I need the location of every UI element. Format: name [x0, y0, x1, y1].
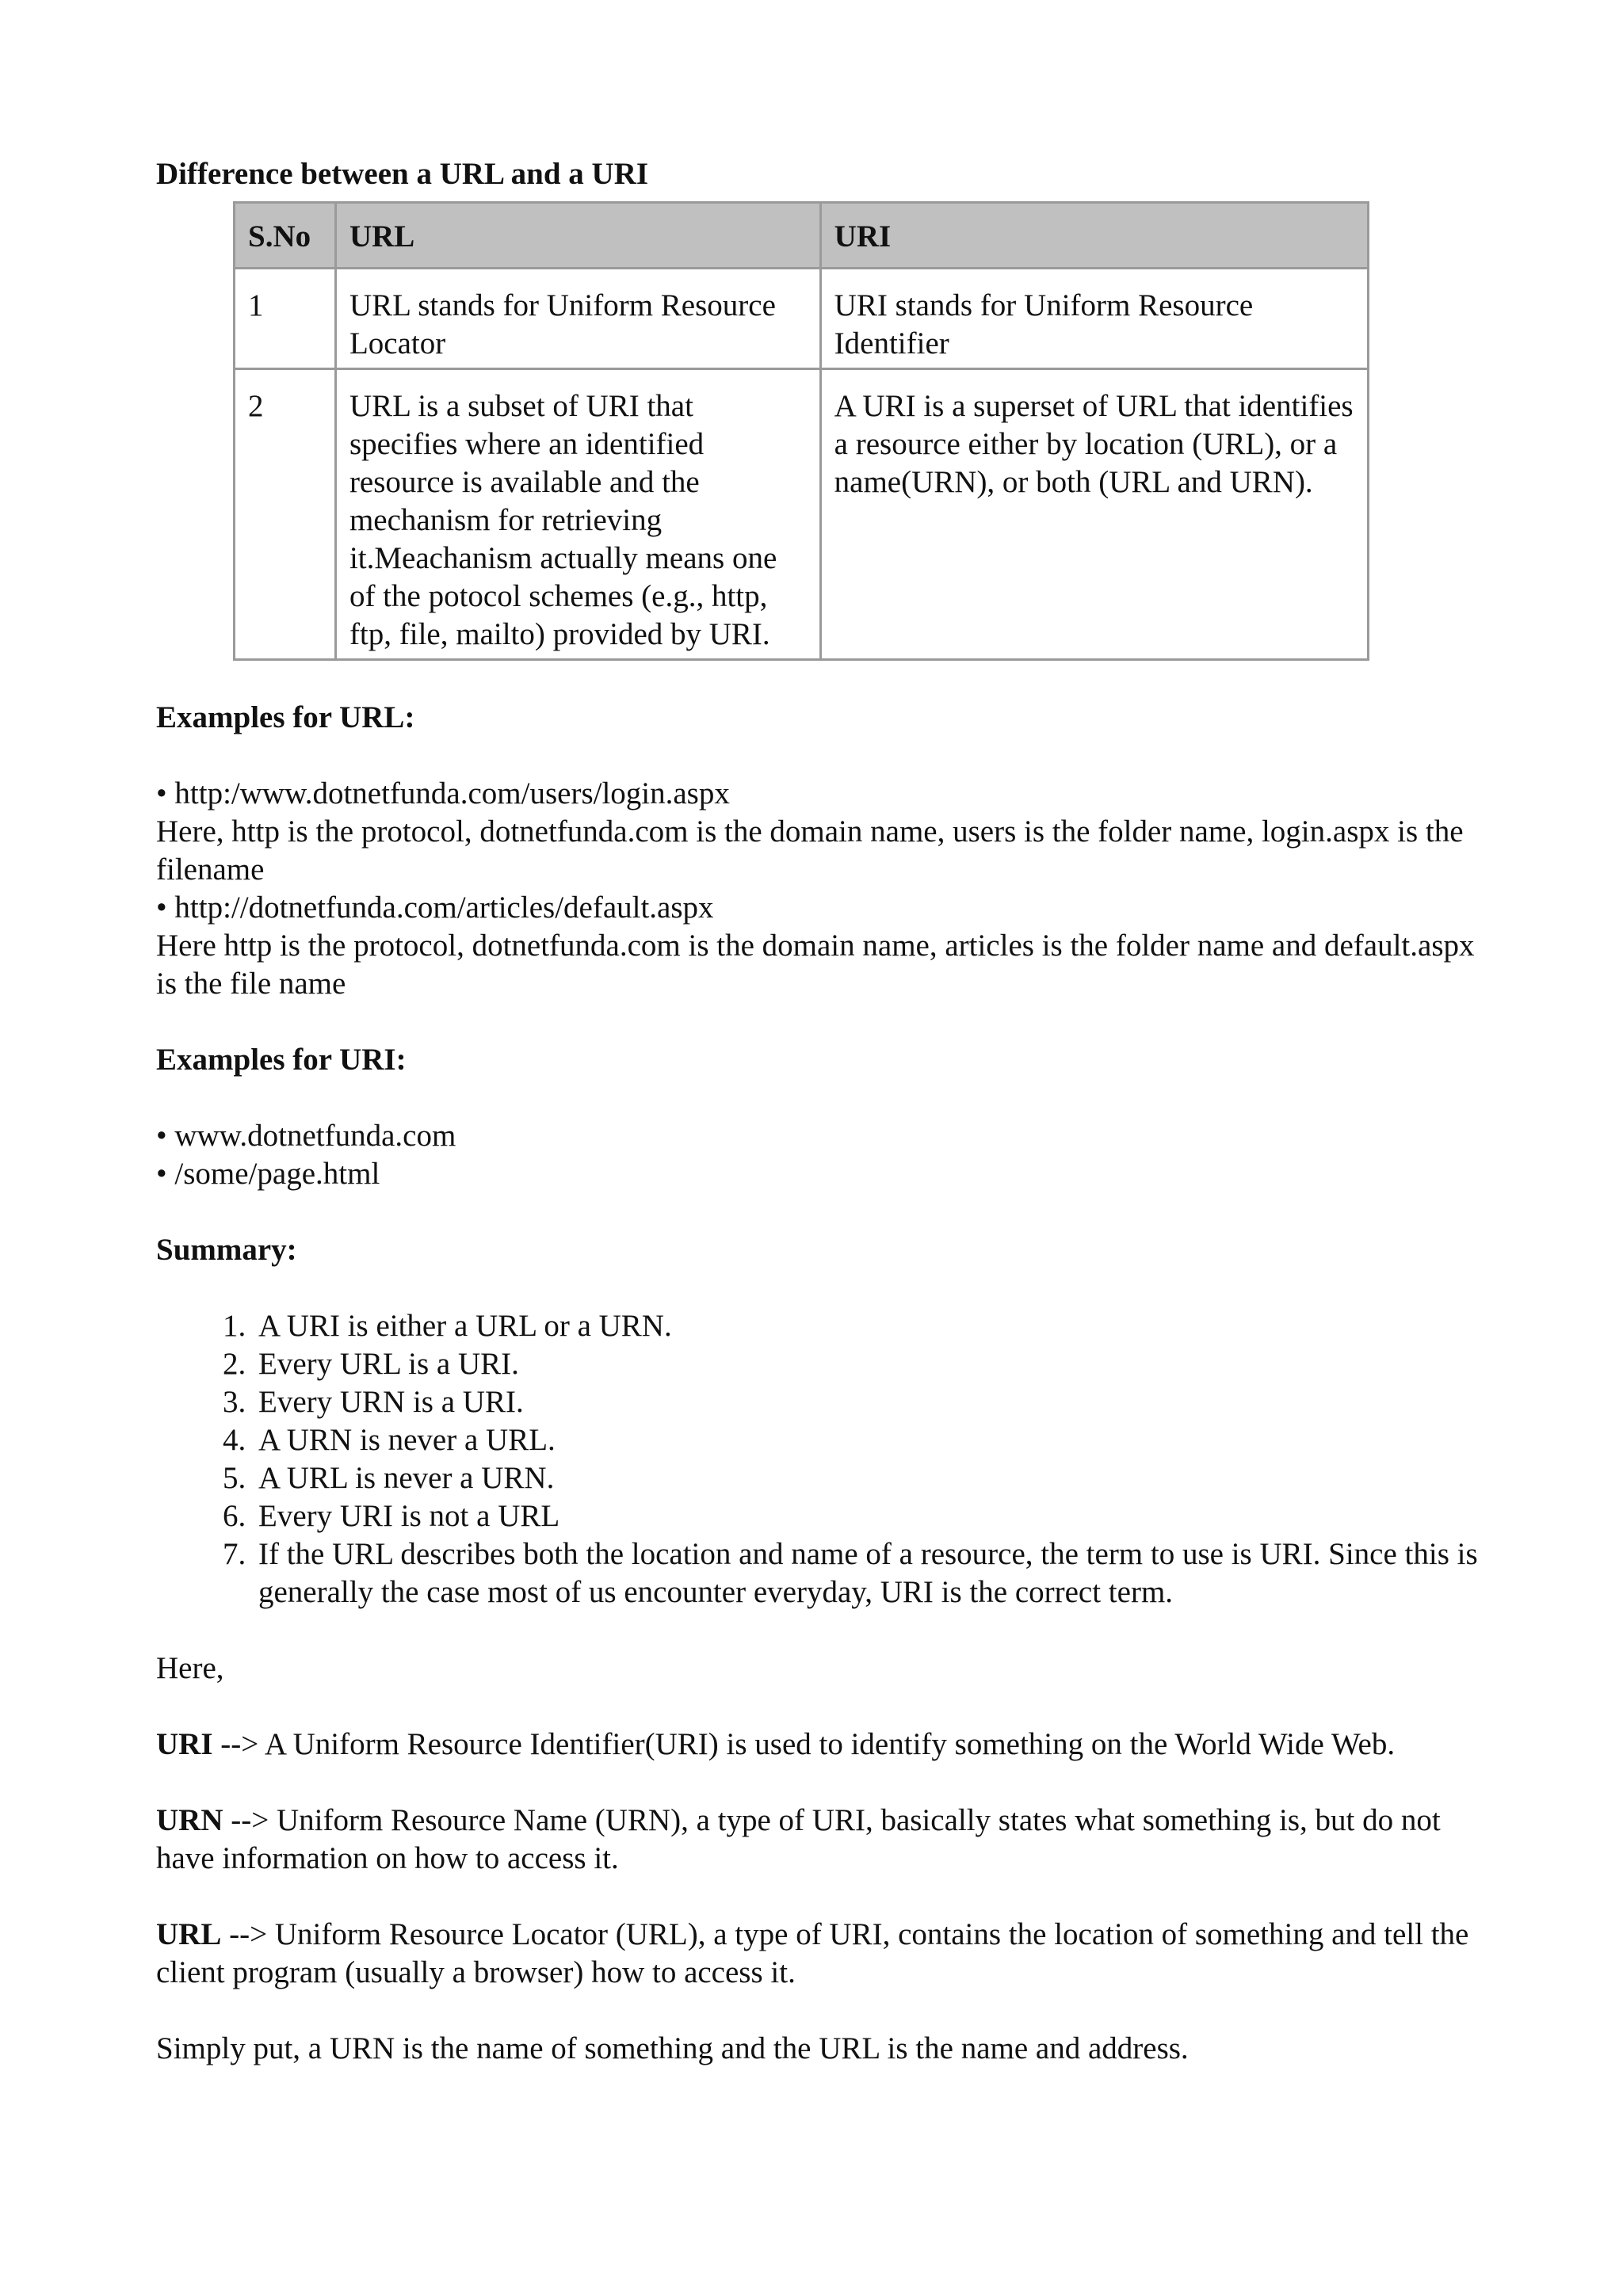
summary-heading: Summary:: [156, 1233, 297, 1267]
url-examples-section: [156, 699, 1487, 1003]
list-item: 1. A URI is either a URL or a URN.: [254, 1307, 1487, 1345]
url-example-1: • http:/www.dotnetfunda.com/users/login.aspx: [156, 776, 730, 810]
definition-text: A Uniform Resource Identifier(URI) is used to identify something on the World Wide Web.: [258, 1727, 1396, 1761]
url-examples-heading: Examples for URL:: [156, 700, 415, 734]
here-label: Here,: [156, 1651, 224, 1685]
cell-sno: 1: [235, 269, 336, 369]
url-example-1-explanation: Here, http is the protocol, dotnetfunda.com is the domain name, users is the folder name, login.aspx is the filename: [156, 814, 1464, 887]
definition-arrow: -->: [223, 1803, 269, 1837]
definition-term: URL: [156, 1917, 222, 1951]
definition-url: [156, 1916, 1487, 1992]
cell-uri: A URI is a superset of URL that identifies a resource either by location (URL), or a name(URN), or both (URL and URN).: [820, 369, 1368, 660]
definition-arrow: -->: [221, 1917, 268, 1951]
here-section: [156, 1650, 1487, 1688]
cell-sno: 2: [235, 369, 336, 660]
url-example-2: • http://dotnetfunda.com/articles/default.aspx: [156, 891, 714, 925]
closing-text: Simply put, a URN is the name of something and the URL is the name and address.: [156, 2031, 1189, 2065]
list-item: 7. If the URL describes both the location and name of a resource, the term to use is URI. Since this is generally the case most of us encounter everyday, URI is the correct term.: [254, 1535, 1487, 1611]
cell-url: URL is a subset of URI that specifies where an identified resource is available and the mechanism for retrieving it.Meachanism actually means one of the potocol schemes (e.g., http, ftp, file, mailto) provided by URI.: [335, 369, 820, 660]
document-page: [156, 155, 1487, 2068]
list-item: 3. Every URN is a URI.: [254, 1383, 1487, 1421]
uri-example-1: • www.dotnetfunda.com: [156, 1119, 456, 1153]
definition-text: Uniform Resource Locator (URL), a type of URI, contains the location of something and tell the client program (usually a browser) how to access it.: [156, 1917, 1469, 1989]
definition-uri: [156, 1726, 1487, 1764]
list-item: 5. A URL is never a URN.: [254, 1459, 1487, 1497]
definition-text: Uniform Resource Name (URN), a type of URI, basically states what something is, but do not have information on how to access it.: [156, 1803, 1441, 1875]
closing-section: [156, 2030, 1487, 2068]
url-example-2-explanation: Here http is the protocol, dotnetfunda.com is the domain name, articles is the folder name and default.aspx is the file name: [156, 929, 1475, 1001]
list-item: 4. A URN is never a URL.: [254, 1421, 1487, 1459]
definition-urn: [156, 1802, 1487, 1878]
cell-uri: URI stands for Uniform Resource Identifier: [820, 269, 1368, 369]
list-item: 6. Every URI is not a URL: [254, 1497, 1487, 1535]
table-row: [235, 269, 1369, 369]
summary-section: [156, 1231, 1487, 1611]
header-url: URL: [335, 203, 820, 269]
uri-examples-section: [156, 1041, 1487, 1193]
definition-arrow: -->: [212, 1727, 259, 1761]
cell-url: URL stands for Uniform Resource Locator: [335, 269, 820, 369]
definition-term: URN: [156, 1803, 223, 1837]
definition-term: URI: [156, 1727, 213, 1761]
comparison-table: [233, 201, 1369, 661]
list-item: 2. Every URL is a URI.: [254, 1345, 1487, 1383]
table-row: [235, 369, 1369, 660]
uri-example-2: • /some/page.html: [156, 1157, 380, 1191]
table-header-row: [235, 203, 1369, 269]
header-sno: S.No: [235, 203, 336, 269]
summary-list: [156, 1307, 1487, 1611]
header-uri: URI: [820, 203, 1368, 269]
page-title: Difference between a URL and a URI: [156, 157, 649, 191]
uri-examples-heading: Examples for URI:: [156, 1043, 407, 1077]
